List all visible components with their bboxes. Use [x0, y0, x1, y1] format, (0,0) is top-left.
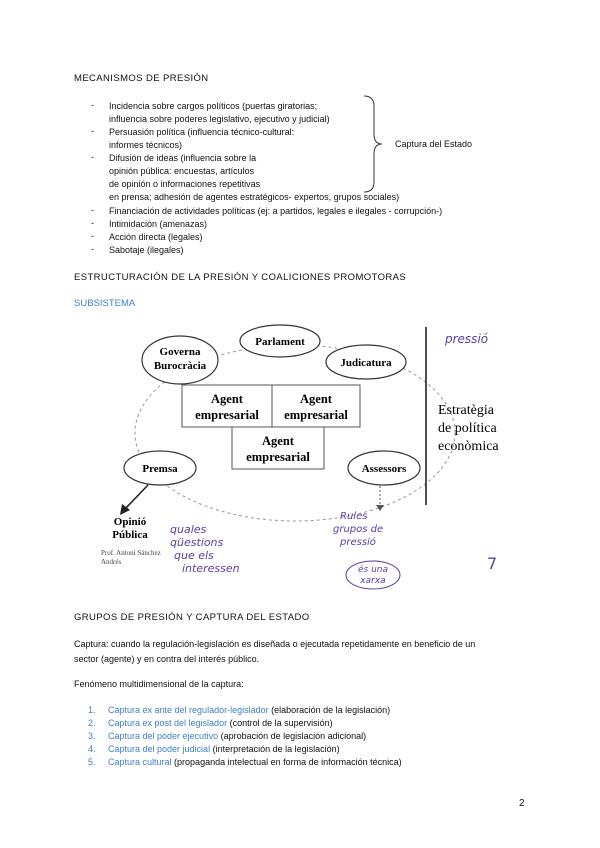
list-item: Sabotaje (ilegales) [109, 245, 184, 255]
strategy-label-3: econòmica [438, 439, 499, 454]
capture-link[interactable]: Captura ex ante del regulador-legislador [108, 705, 269, 715]
list-item-line: de opinión o informaciones repetitivas [109, 179, 261, 189]
capture-detail: (control de la supervisión) [227, 718, 333, 728]
govern-label: Governa [159, 346, 201, 358]
subsection-title-subsistema: SUBSISTEMA [74, 298, 136, 309]
definition-line: Captura: cuando la regulación-legislación es diseñada o ejecutada repetidamente en beneficio de un [74, 639, 476, 649]
capture-detail: (interpretación de la legislación) [210, 744, 340, 754]
handwritten-note: xarxa [360, 576, 386, 586]
parlament-label: Parlament [255, 336, 305, 348]
judicatura-label: Judicatura [340, 357, 392, 369]
bullet-dash: - [91, 152, 94, 162]
capture-detail: (elaboración de la legislación) [268, 705, 391, 715]
list-number: 5. [88, 757, 96, 767]
handwritten-note: Rules [340, 511, 368, 522]
list-number: 1. [88, 705, 96, 715]
list-item: Financiación de actividades políticas (ej: a partidos, legales e ilegales - corrupción-) [109, 206, 443, 216]
credit-line-2: Andrés [101, 558, 122, 566]
list-item-line: opinión pública: encuestas, artículos [109, 166, 255, 176]
handwritten-note: pressió [340, 537, 376, 548]
capture-list-item [108, 705, 390, 715]
definition-line: sector (agente) y en contra del interés público. [74, 654, 260, 664]
opinion-publica-label-2: Pública [112, 529, 148, 541]
credit-line: Prof. Antoni Sánchez [101, 549, 161, 557]
capture-link[interactable]: Captura del poder judicial [108, 744, 211, 754]
bullet-dash: - [91, 231, 94, 241]
handwritten-pressio: pressió [445, 332, 489, 346]
capture-link[interactable]: Captura cultural [108, 757, 172, 767]
agent-box-label: empresarial [246, 450, 310, 464]
list-number: 2. [88, 718, 96, 728]
handwritten-note: grupos de [333, 524, 384, 535]
capture-list-item [108, 718, 333, 728]
definition-paragraph [74, 637, 475, 667]
list-item [109, 152, 399, 204]
bullet-dash: - [91, 126, 94, 136]
arrow-line [124, 485, 148, 510]
list-number: 4. [88, 744, 96, 754]
capture-list-item [108, 731, 366, 741]
list-item: Intimidación (amenazas) [109, 219, 208, 229]
list-item-line: influencia sobre poderes legislativo, ejecutivo y judicial) [109, 114, 330, 124]
list-item: Acción directa (legales) [109, 232, 203, 242]
list-item-line: en prensa; adhesión de agentes estratégicos- expertos, grupos sociales) [109, 192, 400, 202]
list-item [109, 100, 330, 126]
section-title-estructuracion: ESTRUCTURACIÓN DE LA PRESIÓN Y COALICIONES PROMOTORAS [74, 272, 407, 283]
bullet-dash: - [91, 100, 94, 110]
agent-box-label: empresarial [284, 408, 348, 422]
section-title-grupos: GRUPOS DE PRESIÓN Y CAPTURA DEL ESTADO [74, 612, 310, 623]
brace-label: Captura del Estado [395, 139, 473, 149]
lead-text: Fenómeno multidimensional de la captura: [74, 679, 244, 689]
strategy-label: Estratègia [438, 403, 494, 418]
list-number: 3. [88, 731, 96, 741]
agent-box-label: Agent [300, 392, 332, 406]
list-item [109, 126, 294, 152]
handwritten-number: 7 [487, 554, 498, 573]
premsa-label: Premsa [142, 463, 178, 475]
capture-detail: (aprobación de legislación adicional) [218, 731, 367, 741]
handwritten-note: és una [357, 565, 389, 575]
handwritten-note: qüestions [170, 536, 224, 549]
agent-box-label: Agent [211, 392, 243, 406]
page-number: 2 [519, 798, 525, 809]
list-item-line: informes técnicos) [109, 140, 183, 150]
strategy-label-2: de política [438, 421, 497, 436]
govern-label-2: Burocràcia [153, 360, 207, 372]
capture-link[interactable]: Captura ex post del legislador [108, 718, 228, 728]
capture-detail: (propaganda intelectual en forma de información técnica) [171, 757, 402, 767]
curly-brace [360, 94, 390, 194]
section-title-mecanismos: MECANISMOS DE PRESIÓN [74, 73, 209, 84]
capture-link[interactable]: Captura del poder ejecutivo [108, 731, 219, 741]
agent-box-label: empresarial [195, 408, 259, 422]
bullet-dash: - [91, 244, 94, 254]
capture-list-item [108, 757, 402, 767]
bullet-dash: - [91, 205, 94, 215]
assessors-label: Assessors [361, 463, 407, 475]
opinion-publica-label: Opinió [113, 516, 147, 528]
handwritten-note: que els [174, 549, 214, 562]
list-item-line: Incidencia sobre cargos políticos (puertas giratorias; [109, 101, 318, 111]
list-item-line: Persuasión política (influencia técnico-cultural: [109, 127, 295, 137]
subsystem-diagram [90, 315, 530, 590]
list-item-line: Difusión de ideas (influencia sobre la [109, 153, 257, 163]
handwritten-note: interessen [182, 562, 240, 575]
agent-box-label: Agent [262, 434, 294, 448]
bullet-dash: - [91, 218, 94, 228]
capture-list-item [108, 744, 340, 754]
handwritten-note: quales [170, 523, 207, 536]
